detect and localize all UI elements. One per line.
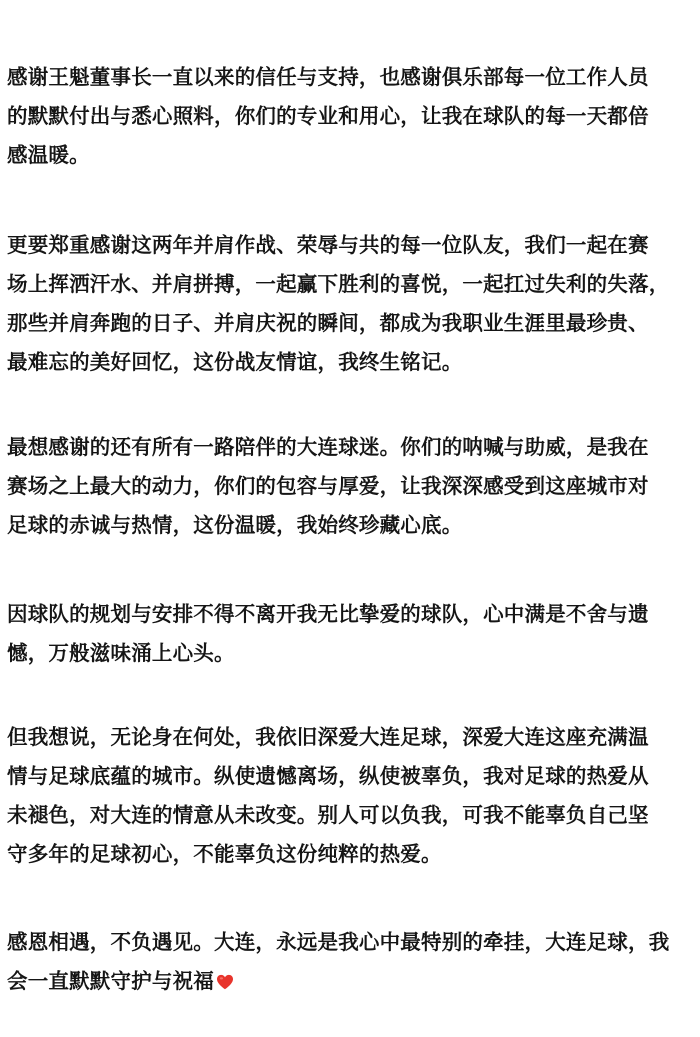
text-line: 感温暖。 xyxy=(7,143,90,167)
text-line: 情与足球底蕴的城市。纵使遗憾离场，纵使被辜负，我对足球的热爱从 xyxy=(7,764,649,788)
text-line-with-heart xyxy=(7,962,697,1001)
text-line: 那些并肩奔跑的日子、并肩庆祝的瞬间，都成为我职业生涯里最珍贵、 xyxy=(7,311,649,335)
text-line: 未褪色，对大连的情意从未改变。别人可以负我，可我不能辜负自己坚 xyxy=(7,803,649,827)
text-line: 最难忘的美好回忆，这份战友情谊，我终生铭记。 xyxy=(7,350,463,374)
paragraph-thanks-chairman xyxy=(7,58,697,175)
text-line: 场上挥洒汗水、并肩拼搏，一起赢下胜利的喜悦，一起扛过失利的失落， xyxy=(7,272,670,296)
text-line: 的默默付出与悉心照料，你们的专业和用心，让我在球队的每一天都倍 xyxy=(7,104,649,128)
text-line: 因球队的规划与安排不得不离开我无比挚爱的球队，心中满是不舍与遗 xyxy=(7,602,649,626)
paragraph-thanks-teammates xyxy=(7,226,697,382)
text-line: 赛场之上最大的动力，你们的包容与厚爱，让我深深感受到这座城市对 xyxy=(7,474,649,498)
red-heart-icon xyxy=(216,974,234,990)
text-line: 足球的赤诚与热情，这份温暖，我始终珍藏心底。 xyxy=(7,513,463,537)
text-line: 更要郑重感谢这两年并肩作战、荣辱与共的每一位队友，我们一起在赛 xyxy=(7,233,649,257)
text-fragment: 会一直默默守护与祝福 xyxy=(7,969,214,993)
paragraph-thanks-fans xyxy=(7,428,697,545)
paragraph-closing-blessing xyxy=(7,923,697,1001)
text-line: 感谢王魁董事长一直以来的信任与支持，也感谢俱乐部每一位工作人员 xyxy=(7,65,649,89)
text-line: 憾，万般滋味涌上心头。 xyxy=(7,641,235,665)
text-line: 最想感谢的还有所有一路陪伴的大连球迷。你们的呐喊与助威，是我在 xyxy=(7,435,649,459)
paragraph-departure xyxy=(7,595,697,673)
text-line: 守多年的足球初心，不能辜负这份纯粹的热爱。 xyxy=(7,842,442,866)
paragraph-love-for-dalian xyxy=(7,718,697,874)
text-line: 但我想说，无论身在何处，我依旧深爱大连足球，深爱大连这座充满温 xyxy=(7,725,649,749)
text-line: 感恩相遇，不负遇见。大连，永远是我心中最特别的牵挂，大连足球，我 xyxy=(7,930,670,954)
